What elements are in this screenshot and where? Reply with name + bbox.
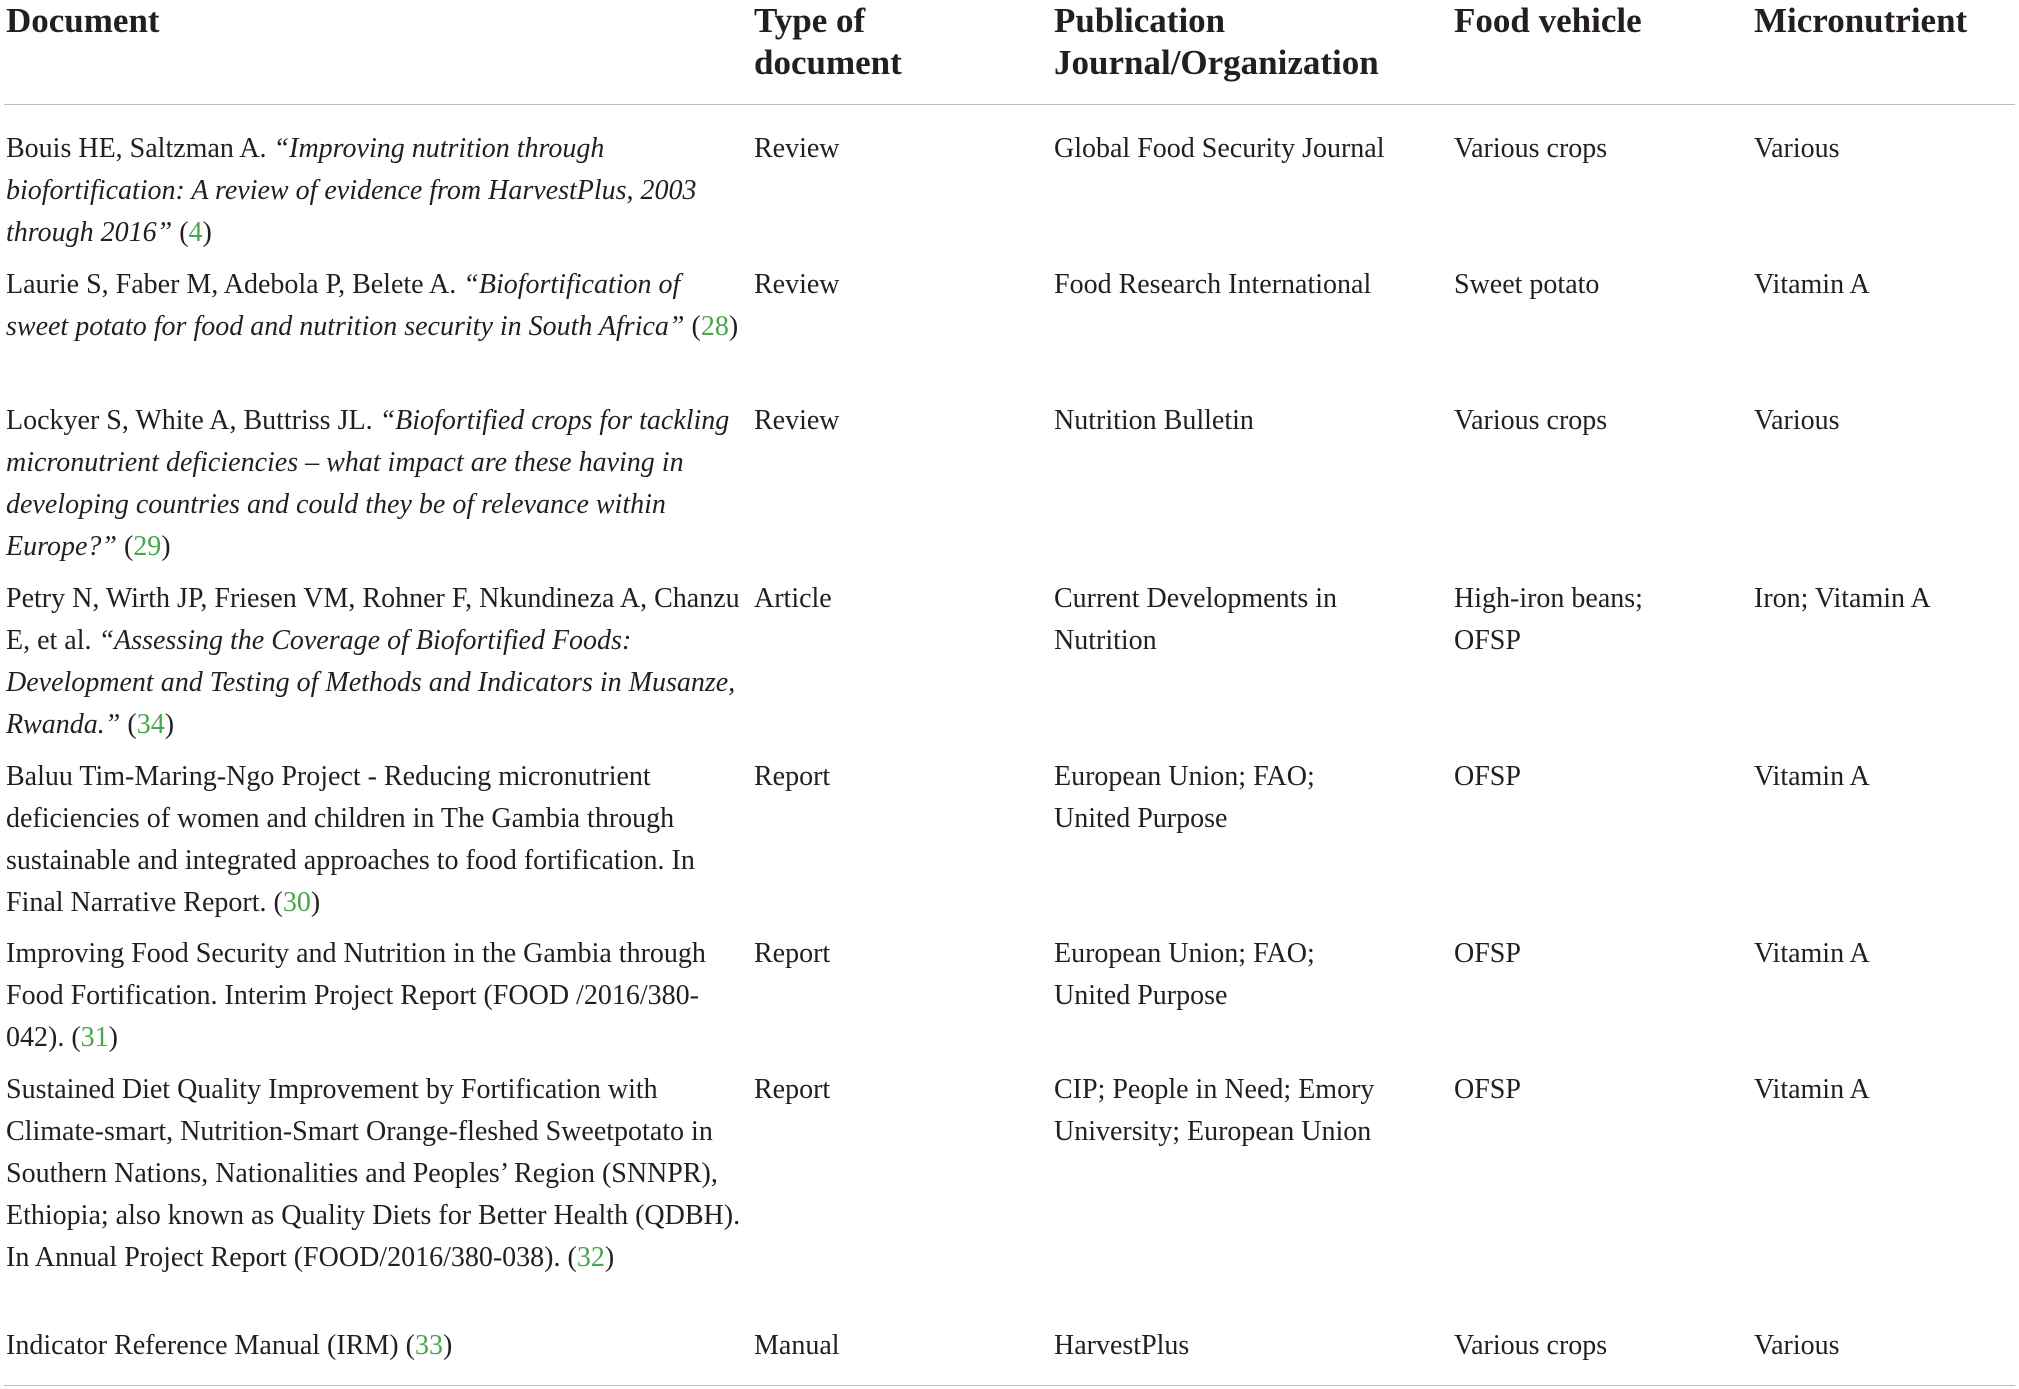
type-cell: Report xyxy=(754,1074,831,1105)
reference-link[interactable]: 28 xyxy=(700,311,729,342)
document-authors: Bouis HE, Saltzman A. xyxy=(6,133,274,164)
micronutrient-cell: Various xyxy=(1754,405,1840,436)
type-cell: Article xyxy=(754,583,832,614)
reference-link[interactable]: 4 xyxy=(188,217,203,248)
publication-cell: HarvestPlus xyxy=(1054,1330,1190,1361)
food-vehicle-cell: Sweet potato xyxy=(1454,269,1600,300)
header-food-vehicle: Food vehicle xyxy=(1454,1,1642,40)
header-micronutrient: Micronutrient xyxy=(1754,1,1968,40)
document-cell: Sustained Diet Quality Improvement by Fortification with Climate-smart, Nutrition-Smart Orange-fleshed Sweetpotato in Southern Nations, Nationalities and Peoples’ Region (SNNPR), Ethiopia; also known as Quality Diets for Better Health (QDBH). In Annual Project Report (FOOD/2016/380-038). (32) xyxy=(6,1074,741,1273)
type-cell: Manual xyxy=(754,1330,840,1361)
document-text: Indicator Reference Manual (IRM) xyxy=(6,1330,399,1361)
food-vehicle-cell: OFSP xyxy=(1454,1074,1521,1105)
publication-cell: Global Food Security Journal xyxy=(1054,133,1385,164)
food-vehicle-cell: OFSP xyxy=(1454,938,1521,969)
type-cell: Report xyxy=(754,761,831,792)
reference-link[interactable]: 31 xyxy=(80,1022,109,1053)
document-authors: Laurie S, Faber M, Adebola P, Belete A. xyxy=(6,269,464,300)
food-vehicle-cell: OFSP xyxy=(1454,761,1521,792)
document-authors: Lockyer S, White A, Buttriss JL. xyxy=(6,405,380,436)
reference-link[interactable]: 34 xyxy=(136,709,165,740)
document-text: Sustained Diet Quality Improvement by Fortification with Climate-smart, Nutrition-Smart Orange-fleshed Sweetpotato in Southern Nations, Nationalities and Peoples’ Region (SNNPR), Ethiopia; also known as Quality Diets for Better Health (QDBH). In Annual Project Report (FOOD/2016/380-038). xyxy=(6,1074,741,1273)
food-vehicle-cell: High-iron beans; OFSP xyxy=(1454,583,1643,656)
reference-link[interactable]: 32 xyxy=(576,1242,605,1273)
document-title: “Biofortified crops for tackling micronutrient deficiencies – what impact are these having in developing countries and could they be of relevance within Europe?” xyxy=(6,405,730,562)
document-cell: Laurie S, Faber M, Adebola P, Belete A. “Biofortification of sweet potato for food and nutrition security in South Africa” (28) xyxy=(6,269,739,342)
food-vehicle-cell: Various crops xyxy=(1454,1330,1608,1361)
publication-cell: European Union; FAO; United Purpose xyxy=(1054,938,1315,1011)
reference-link[interactable]: 29 xyxy=(133,531,162,562)
type-cell: Report xyxy=(754,938,831,969)
reference-link[interactable]: 30 xyxy=(282,887,311,918)
publication-cell: European Union; FAO; United Purpose xyxy=(1054,761,1315,834)
document-cell: Indicator Reference Manual (IRM) (33) xyxy=(6,1330,453,1361)
micronutrient-cell: Vitamin A xyxy=(1754,269,1870,300)
document-title: “Improving nutrition through biofortification: A review of evidence from HarvestPlus, 2003 through 2016” xyxy=(6,133,697,248)
food-vehicle-cell: Various crops xyxy=(1454,405,1608,436)
document-cell: Baluu Tim-Maring-Ngo Project - Reducing micronutrient deficiencies of women and children in The Gambia through sustainable and integrated approaches to food fortification. In Final Narrative Report. (30) xyxy=(6,761,695,918)
publication-cell: Nutrition Bulletin xyxy=(1054,405,1254,436)
micronutrient-cell: Vitamin A xyxy=(1754,1074,1870,1105)
food-vehicle-cell: Various crops xyxy=(1454,133,1608,164)
header-divider xyxy=(4,104,2015,105)
document-cell: Bouis HE, Saltzman A. “Improving nutrition through biofortification: A review of evidence from HarvestPlus, 2003 through 2016” (4) xyxy=(6,133,697,248)
document-cell: Improving Food Security and Nutrition in the Gambia through Food Fortification. Interim Project Report (FOOD /2016/380-042). (31) xyxy=(6,938,706,1053)
document-cell: Lockyer S, White A, Buttriss JL. “Biofortified crops for tackling micronutrient deficiencies – what impact are these having in developing countries and could they be of relevance within Europe?” (29) xyxy=(6,405,730,562)
micronutrient-cell: Various xyxy=(1754,133,1840,164)
type-cell: Review xyxy=(754,269,840,300)
micronutrient-cell: Various xyxy=(1754,1330,1840,1361)
publication-cell: Current Developments in Nutrition xyxy=(1054,583,1338,656)
type-cell: Review xyxy=(754,405,840,436)
micronutrient-cell: Vitamin A xyxy=(1754,938,1870,969)
table-bottom-rule xyxy=(4,1385,2015,1386)
header-document: Document xyxy=(6,1,160,40)
document-text: Improving Food Security and Nutrition in the Gambia through Food Fortification. Interim Project Report (FOOD /2016/380-042). xyxy=(6,938,706,1053)
publication-cell: Food Research International xyxy=(1054,269,1372,300)
document-title: “Assessing the Coverage of Biofortified Foods: Development and Testing of Methods and Indicators in Musanze, Rwanda.” xyxy=(6,625,736,740)
micronutrient-cell: Iron; Vitamin A xyxy=(1754,583,1931,614)
micronutrient-cell: Vitamin A xyxy=(1754,761,1870,792)
document-cell: Petry N, Wirth JP, Friesen VM, Rohner F, Nkundineza A, Chanzu E, et al. “Assessing the Coverage of Biofortified Foods: Development and Testing of Methods and Indicators in Musanze, Rwanda.” (34) xyxy=(6,583,740,740)
type-cell: Review xyxy=(754,133,840,164)
reference-link[interactable]: 33 xyxy=(414,1330,443,1361)
document-title: “Biofortification of sweet potato for food and nutrition security in South Africa” xyxy=(6,269,685,342)
header-type: Type of document xyxy=(754,1,902,82)
document-authors: Petry N, Wirth JP, Friesen VM, Rohner F, Nkundineza A, Chanzu E, et al. xyxy=(6,583,740,656)
header-publication: Publication Journal/Organization xyxy=(1054,1,1379,82)
publication-cell: CIP; People in Need; Emory University; European Union xyxy=(1054,1074,1375,1147)
document-text: Baluu Tim-Maring-Ngo Project - Reducing micronutrient deficiencies of women and children in The Gambia through sustainable and integrated approaches to food fortification. In Final Narrative Report. xyxy=(6,761,695,918)
